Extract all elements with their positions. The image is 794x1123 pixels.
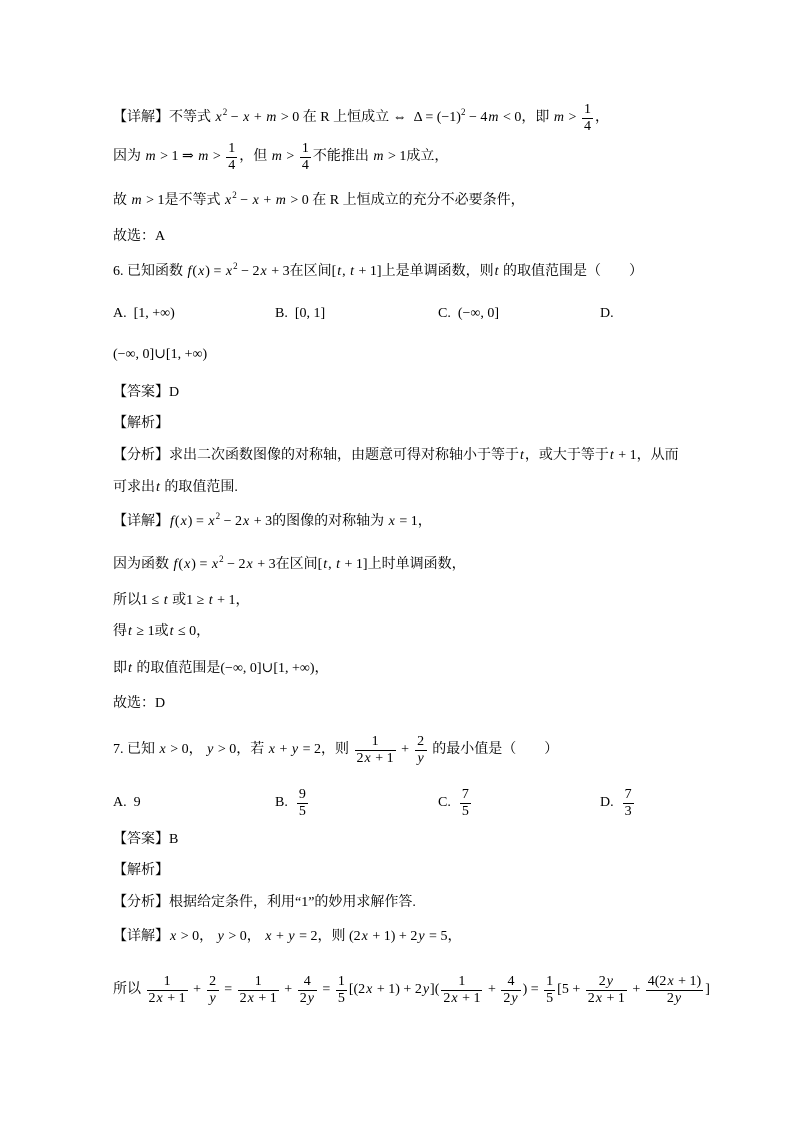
math-variable: x bbox=[268, 742, 275, 757]
text-run: 可求出 bbox=[113, 480, 155, 495]
text-run: 的取值范围是（ ） bbox=[499, 264, 643, 279]
math-variable: x bbox=[246, 557, 253, 572]
math-variable: x bbox=[198, 264, 205, 279]
superscript: 2 bbox=[232, 190, 237, 200]
fraction bbox=[460, 787, 471, 820]
fraction-numerator bbox=[147, 974, 188, 990]
fraction bbox=[355, 734, 396, 767]
q6-option-c bbox=[438, 296, 499, 332]
math-variable: x bbox=[208, 514, 215, 529]
fraction-denominator bbox=[415, 750, 427, 767]
math-variable: t bbox=[208, 593, 213, 608]
fraction bbox=[147, 974, 188, 1007]
q6-analysis-line-2 bbox=[113, 470, 238, 506]
math-variable: y bbox=[207, 742, 214, 757]
math-variable: y bbox=[288, 929, 295, 944]
text-run: 所以 bbox=[113, 982, 145, 997]
text-run: 1 bbox=[337, 973, 345, 989]
text-run: + bbox=[275, 742, 291, 757]
fraction-denominator bbox=[646, 990, 703, 1007]
math-variable: x bbox=[366, 982, 373, 997]
text-run: > 1是不等式 bbox=[142, 193, 225, 208]
text-run: D. bbox=[600, 795, 621, 810]
text-run: = bbox=[318, 982, 334, 997]
math-variable: x bbox=[170, 929, 177, 944]
math-variable: y bbox=[511, 990, 518, 1006]
math-variable: m bbox=[373, 149, 384, 164]
text-run: 7 bbox=[624, 786, 632, 802]
text-run: 【答案】B bbox=[113, 832, 179, 847]
text-run: 因为函数 bbox=[113, 557, 173, 572]
q7-detail-line-1 bbox=[113, 919, 461, 955]
math-variable: m bbox=[271, 149, 282, 164]
q7-option-c bbox=[438, 785, 473, 821]
text-run: − bbox=[236, 193, 252, 208]
fraction-denominator bbox=[582, 118, 593, 135]
fraction-denominator bbox=[147, 990, 188, 1007]
fraction-numerator bbox=[238, 974, 279, 990]
fraction-numerator bbox=[460, 787, 471, 803]
math-variable: x bbox=[667, 973, 674, 989]
text-run: A. 9 bbox=[113, 795, 141, 810]
fraction bbox=[336, 974, 347, 1007]
q6-detail-line-2 bbox=[113, 547, 466, 583]
q6-stem bbox=[113, 254, 643, 290]
text-run: + bbox=[484, 982, 500, 997]
math-variable: f bbox=[173, 557, 178, 572]
text-run: 1 bbox=[371, 733, 379, 749]
text-run: < 0，即 bbox=[499, 110, 553, 125]
text-run: 5 bbox=[461, 803, 469, 819]
text-run: B. bbox=[275, 795, 295, 810]
q7-option-d bbox=[600, 785, 636, 821]
text-run: 或1 ≥ bbox=[168, 593, 208, 608]
text-run: > 1成立， bbox=[384, 149, 449, 164]
q6-option-b bbox=[275, 296, 325, 332]
math-variable: x bbox=[215, 110, 222, 125]
text-run: 1 bbox=[583, 101, 591, 117]
fraction-denominator bbox=[623, 803, 634, 820]
text-run: 【详解】不等式 bbox=[113, 110, 215, 125]
fraction bbox=[297, 787, 308, 820]
fraction-numerator bbox=[501, 974, 520, 990]
text-run: > 1 ⇒ bbox=[156, 149, 198, 164]
fraction-numerator bbox=[544, 974, 555, 990]
fraction-denominator bbox=[298, 990, 317, 1007]
text-run: [5 + bbox=[557, 982, 584, 997]
text-run: > bbox=[282, 149, 298, 164]
text-run: 即 bbox=[113, 661, 127, 676]
math-variable: y bbox=[209, 990, 216, 1006]
text-run: ≥ 1或 bbox=[132, 624, 169, 639]
q6-detail-line-4 bbox=[113, 614, 210, 650]
fraction bbox=[646, 974, 703, 1007]
math-variable: x bbox=[156, 990, 163, 1006]
math-variable: y bbox=[606, 973, 613, 989]
text-run: C. bbox=[438, 795, 458, 810]
math-variable: x bbox=[451, 990, 458, 1006]
text-run: = 2，则 bbox=[299, 742, 353, 757]
q6-option-a bbox=[113, 296, 175, 332]
math-variable: m bbox=[145, 149, 156, 164]
text-run: 得 bbox=[113, 624, 127, 639]
fraction-denominator bbox=[300, 157, 311, 174]
math-variable: t bbox=[336, 557, 341, 572]
math-variable: m bbox=[266, 110, 277, 125]
text-run: = 2，则 (2 bbox=[295, 929, 361, 944]
fraction bbox=[544, 974, 555, 1007]
q7-detail-line-2 bbox=[113, 972, 710, 1008]
text-run: ，但 bbox=[239, 149, 271, 164]
text-run: + 3在区间[ bbox=[267, 264, 337, 279]
math-variable: y bbox=[291, 742, 299, 757]
text-run: ) = bbox=[522, 982, 543, 997]
text-run: ( bbox=[192, 264, 198, 279]
text-run: 4 bbox=[507, 973, 515, 989]
q6-analysis-line-1 bbox=[113, 438, 679, 474]
fraction-numerator bbox=[298, 974, 317, 990]
text-run: 2 bbox=[598, 973, 606, 989]
text-run: 2 bbox=[209, 973, 217, 989]
text-run: 故 bbox=[113, 193, 131, 208]
text-run: 5 bbox=[298, 803, 306, 819]
text-run: − 2 bbox=[223, 557, 246, 572]
math-variable: x bbox=[364, 750, 371, 766]
math-variable: x bbox=[242, 514, 250, 529]
text-run: − 4 bbox=[465, 110, 488, 125]
superscript: 2 bbox=[460, 107, 466, 117]
text-run: = 1， bbox=[395, 514, 432, 529]
text-run: + 1， bbox=[213, 593, 250, 608]
text-run: 【详解】 bbox=[113, 514, 169, 529]
text-run: , bbox=[342, 264, 350, 279]
q7-option-a bbox=[113, 785, 141, 821]
math-variable: x bbox=[225, 264, 233, 279]
text-run: > bbox=[209, 149, 225, 164]
text-run: + 3在区间[ bbox=[253, 557, 323, 572]
text-run: 4 bbox=[303, 973, 311, 989]
text-run: 所以1 ≤ bbox=[113, 593, 163, 608]
fraction bbox=[415, 734, 427, 767]
text-run: 2 bbox=[239, 990, 247, 1006]
math-variable: t bbox=[337, 264, 342, 279]
math-variable: t bbox=[350, 264, 355, 279]
q6-choice bbox=[113, 686, 165, 722]
q7-option-b bbox=[275, 785, 310, 821]
math-variable: f bbox=[187, 264, 192, 279]
fraction-numerator bbox=[623, 787, 634, 803]
text-run: C. (−∞, 0] bbox=[438, 306, 500, 321]
text-run: ≤ 0， bbox=[174, 624, 211, 639]
text-run: + 1 bbox=[163, 990, 186, 1006]
text-run: , bbox=[328, 557, 336, 572]
text-run: 5 bbox=[337, 990, 345, 1006]
superscript: 2 bbox=[215, 511, 221, 521]
fraction bbox=[586, 974, 627, 1007]
math-variable: t bbox=[494, 264, 499, 279]
fraction bbox=[207, 974, 219, 1007]
text-run: − 2 bbox=[220, 514, 242, 529]
text-run: ] bbox=[705, 982, 710, 997]
text-run: 4 bbox=[301, 157, 309, 173]
math-variable: m bbox=[488, 110, 499, 125]
q7-analysis-line-1 bbox=[113, 885, 416, 921]
text-run: 4 bbox=[583, 118, 591, 134]
text-run: + bbox=[280, 982, 296, 997]
fraction-denominator bbox=[586, 990, 627, 1007]
text-run: − bbox=[227, 110, 243, 125]
q5-choice bbox=[113, 219, 165, 255]
fraction-numerator bbox=[415, 734, 427, 750]
math-variable: y bbox=[307, 990, 314, 1006]
text-run: 1 bbox=[458, 973, 466, 989]
text-run: + bbox=[397, 742, 413, 757]
text-run: 的取值范围是(−∞, 0]∪[1, +∞)， bbox=[132, 661, 329, 676]
text-run: + 1) + 2 bbox=[373, 982, 422, 997]
text-run: 【详解】 bbox=[113, 929, 169, 944]
fraction bbox=[623, 787, 634, 820]
fraction-denominator bbox=[501, 990, 520, 1007]
text-run: 6. 已知函数 bbox=[113, 264, 187, 279]
fraction bbox=[298, 974, 317, 1007]
math-variable: m bbox=[553, 110, 565, 125]
text-run: > 0， bbox=[224, 929, 265, 944]
fraction-denominator bbox=[207, 990, 219, 1007]
fraction-numerator bbox=[441, 974, 482, 990]
text-run: 【分析】根据给定条件，利用“1”的妙用求解作答. bbox=[113, 895, 416, 910]
text-run: + bbox=[250, 110, 266, 125]
text-run: + 1]上时单调函数， bbox=[341, 557, 466, 572]
text-run: 的取值范围. bbox=[160, 480, 238, 495]
text-run: 3 bbox=[624, 803, 632, 819]
text-run: 1 bbox=[546, 973, 554, 989]
math-variable: y bbox=[674, 990, 682, 1006]
math-variable: t bbox=[156, 480, 160, 495]
text-run: 2 bbox=[417, 733, 425, 749]
text-run: 1 bbox=[228, 140, 236, 156]
fraction-denominator bbox=[238, 990, 279, 1007]
text-run: + 1 bbox=[602, 990, 625, 1006]
math-variable: x bbox=[180, 514, 187, 529]
text-run: + 1 bbox=[371, 750, 394, 766]
fraction bbox=[238, 974, 279, 1007]
math-variable: t bbox=[609, 448, 614, 463]
q6-option-d-value bbox=[113, 337, 207, 373]
fraction-denominator bbox=[297, 803, 308, 820]
fraction-denominator bbox=[336, 990, 347, 1007]
text-run: 7. 已知 bbox=[113, 742, 159, 757]
math-variable: y bbox=[417, 750, 424, 766]
text-run: 1 bbox=[301, 140, 309, 156]
text-run: + 1) + 2 bbox=[368, 929, 418, 944]
q5-detail-line-2 bbox=[113, 139, 448, 175]
text-run: 2 bbox=[666, 990, 674, 1006]
text-run: D. bbox=[600, 306, 614, 321]
text-run: + 1 bbox=[254, 990, 277, 1006]
text-run: − 2 bbox=[237, 264, 260, 279]
text-run: 【解析】 bbox=[113, 416, 169, 431]
text-run: B. [0, 1] bbox=[275, 306, 326, 321]
text-run: 5 bbox=[546, 990, 554, 1006]
text-run: + 1 bbox=[458, 990, 481, 1006]
math-variable: x bbox=[595, 990, 602, 1006]
text-run: ， bbox=[594, 110, 609, 125]
superscript: 2 bbox=[222, 107, 228, 117]
fraction bbox=[582, 102, 593, 135]
math-variable: x bbox=[243, 110, 250, 125]
text-run: ) = bbox=[205, 264, 225, 279]
text-run: + bbox=[259, 193, 275, 208]
text-run: > bbox=[565, 110, 580, 125]
math-variable: t bbox=[169, 624, 174, 639]
math-variable: x bbox=[184, 557, 191, 572]
text-run: > 0， bbox=[177, 929, 217, 944]
text-run: ，或大于等于 bbox=[524, 448, 609, 463]
text-run: 2 bbox=[299, 990, 307, 1006]
superscript: 2 bbox=[233, 261, 238, 271]
fraction-denominator bbox=[226, 157, 237, 174]
fraction-denominator bbox=[460, 803, 471, 820]
fraction bbox=[501, 974, 520, 1007]
math-variable: t bbox=[520, 448, 524, 463]
fraction-denominator bbox=[355, 750, 396, 767]
text-run: + 1，从而 bbox=[614, 448, 679, 463]
text-run: 1 bbox=[254, 973, 262, 989]
math-variable: x bbox=[211, 557, 219, 572]
text-run: 2 bbox=[356, 750, 364, 766]
fraction-numerator bbox=[226, 141, 237, 157]
math-variable: x bbox=[361, 929, 368, 944]
math-variable: y bbox=[217, 929, 224, 944]
math-variable: y bbox=[418, 929, 425, 944]
text-run: ( bbox=[174, 514, 180, 529]
text-run: ) = bbox=[191, 557, 211, 572]
text-run: > 0 在 R 上恒成立的充分不必要条件， bbox=[286, 193, 525, 208]
q6-option-d-label bbox=[600, 296, 614, 332]
fraction-denominator bbox=[544, 990, 555, 1007]
q7-analysis-header bbox=[113, 853, 169, 889]
text-run: 2 bbox=[503, 990, 511, 1006]
text-run: + 1]上是单调函数，则 bbox=[355, 264, 494, 279]
math-variable: m bbox=[198, 149, 209, 164]
text-run: 故选：D bbox=[113, 696, 166, 711]
text-run: + 3的图像的对称轴为 bbox=[250, 514, 388, 529]
math-variable: m bbox=[131, 193, 142, 208]
fraction-numerator bbox=[300, 141, 311, 157]
math-variable: m bbox=[275, 193, 286, 208]
q6-detail-line-1 bbox=[113, 504, 432, 540]
math-variable: x bbox=[265, 929, 272, 944]
text-run: 故选：A bbox=[113, 229, 166, 244]
superscript: 2 bbox=[219, 554, 224, 564]
fraction-denominator bbox=[441, 990, 482, 1007]
text-run: + 1) bbox=[674, 973, 702, 989]
fraction-numerator bbox=[336, 974, 347, 990]
text-run: 7 bbox=[461, 786, 469, 802]
text-run: A. [1, +∞) bbox=[113, 306, 175, 321]
math-variable: t bbox=[323, 557, 328, 572]
text-run: [(2 bbox=[348, 982, 366, 997]
fraction-numerator bbox=[297, 787, 308, 803]
math-variable: t bbox=[128, 661, 132, 676]
text-run: 4(2 bbox=[647, 973, 667, 989]
q5-detail-line-3 bbox=[113, 183, 525, 219]
text-run: 【解析】 bbox=[113, 863, 169, 878]
q7-stem bbox=[113, 732, 558, 768]
text-run: + bbox=[628, 982, 644, 997]
fraction-numerator bbox=[586, 974, 627, 990]
math-variable: t bbox=[128, 624, 132, 639]
math-variable: x bbox=[159, 742, 166, 757]
fraction bbox=[226, 141, 237, 174]
text-run: > 0， bbox=[166, 742, 207, 757]
text-run: ) = bbox=[187, 514, 208, 529]
text-run: 【分析】求出二次函数图像的对称轴，由题意可得对称轴小于等于 bbox=[113, 448, 519, 463]
math-variable: x bbox=[260, 264, 267, 279]
fraction bbox=[441, 974, 482, 1007]
math-variable: x bbox=[225, 193, 232, 208]
fraction-numerator bbox=[207, 974, 219, 990]
q5-detail-line-1 bbox=[113, 100, 609, 136]
fraction-numerator bbox=[646, 974, 703, 990]
math-variable: y bbox=[422, 982, 430, 997]
text-run: 不能推出 bbox=[312, 149, 373, 164]
text-run: = 5， bbox=[425, 929, 462, 944]
text-run: > 0，若 bbox=[214, 742, 268, 757]
text-run: + bbox=[189, 982, 205, 997]
fraction-numerator bbox=[355, 734, 396, 750]
text-run: ]( bbox=[430, 982, 440, 997]
math-variable: x bbox=[247, 990, 254, 1006]
math-variable: x bbox=[252, 193, 259, 208]
text-run: 9 bbox=[298, 786, 306, 802]
math-variable: t bbox=[163, 593, 168, 608]
text-run: ( bbox=[178, 557, 184, 572]
q6-detail-line-5 bbox=[113, 651, 329, 687]
text-run: 2 bbox=[587, 990, 595, 1006]
text-run: > 0 在 R 上恒成立 ⇔ Δ = (−1) bbox=[277, 110, 461, 125]
text-run: (−∞, 0]∪[1, +∞) bbox=[113, 347, 208, 362]
text-run: = bbox=[220, 982, 236, 997]
text-run: 因为 bbox=[113, 149, 145, 164]
math-variable: f bbox=[170, 514, 174, 529]
text-run: + bbox=[272, 929, 288, 944]
fraction bbox=[300, 141, 311, 174]
text-run: 【答案】D bbox=[113, 385, 180, 400]
text-run: 1 bbox=[163, 973, 171, 989]
text-run: 4 bbox=[228, 157, 236, 173]
fraction-numerator bbox=[582, 102, 593, 118]
text-run: 2 bbox=[148, 990, 156, 1006]
text-run: 的最小值是（ ） bbox=[428, 742, 559, 757]
q6-analysis-header bbox=[113, 406, 169, 442]
math-variable: x bbox=[388, 514, 395, 529]
text-run: 2 bbox=[443, 990, 451, 1006]
